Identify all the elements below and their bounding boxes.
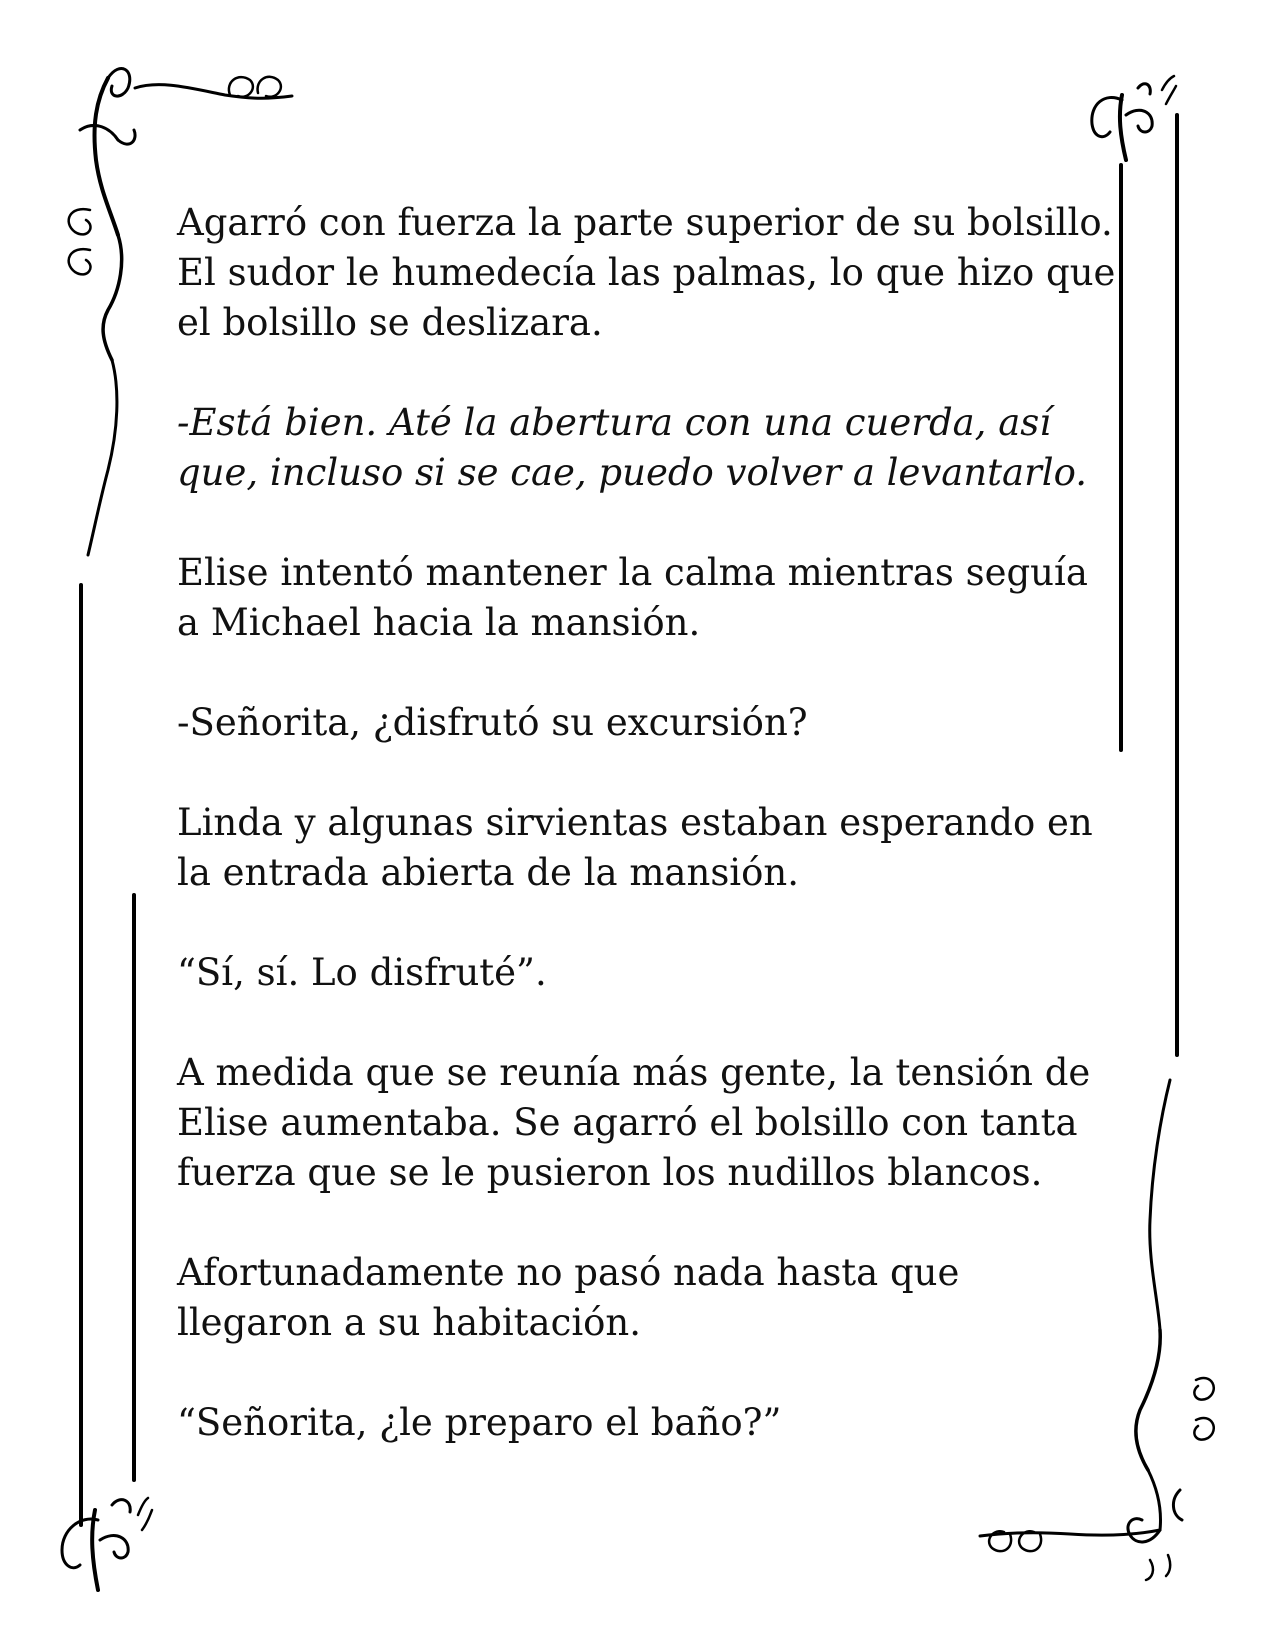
story-text (177, 198, 1117, 1498)
paragraph: Afortunadamente no pasó nada hasta que llegaron a su habitación. (177, 1251, 960, 1344)
flourish-bottom-left-icon (62, 1498, 152, 1590)
paragraph: Elise intentó mantener la calma mientras seguía a Michael hacia la mansión. (177, 551, 1088, 644)
paragraph: -Señorita, ¿disfrutó su excursión? (177, 701, 808, 744)
paragraph: Linda y algunas sirvientas estaban esperando en la entrada abierta de la mansión. (177, 801, 1093, 894)
paragraph: Agarró con fuerza la parte superior de su bolsillo. El sudor le humedecía las palmas, lo que hizo que el bolsillo se deslizara. (177, 201, 1116, 344)
paragraph: -Está bien. Até la abertura con una cuerda, así que, incluso si se cae, puedo volver a levantarlo. (177, 401, 1088, 494)
paragraph: “Sí, sí. Lo disfruté”. (177, 951, 547, 994)
paragraph: A medida que se reunía más gente, la tensión de Elise aumentaba. Se agarró el bolsillo con tanta fuerza que se le pusieron los nudillos blancos. (177, 1051, 1091, 1194)
flourish-top-right-icon (1092, 76, 1176, 160)
paragraph: “Señorita, ¿le preparo el baño?” (177, 1401, 782, 1444)
